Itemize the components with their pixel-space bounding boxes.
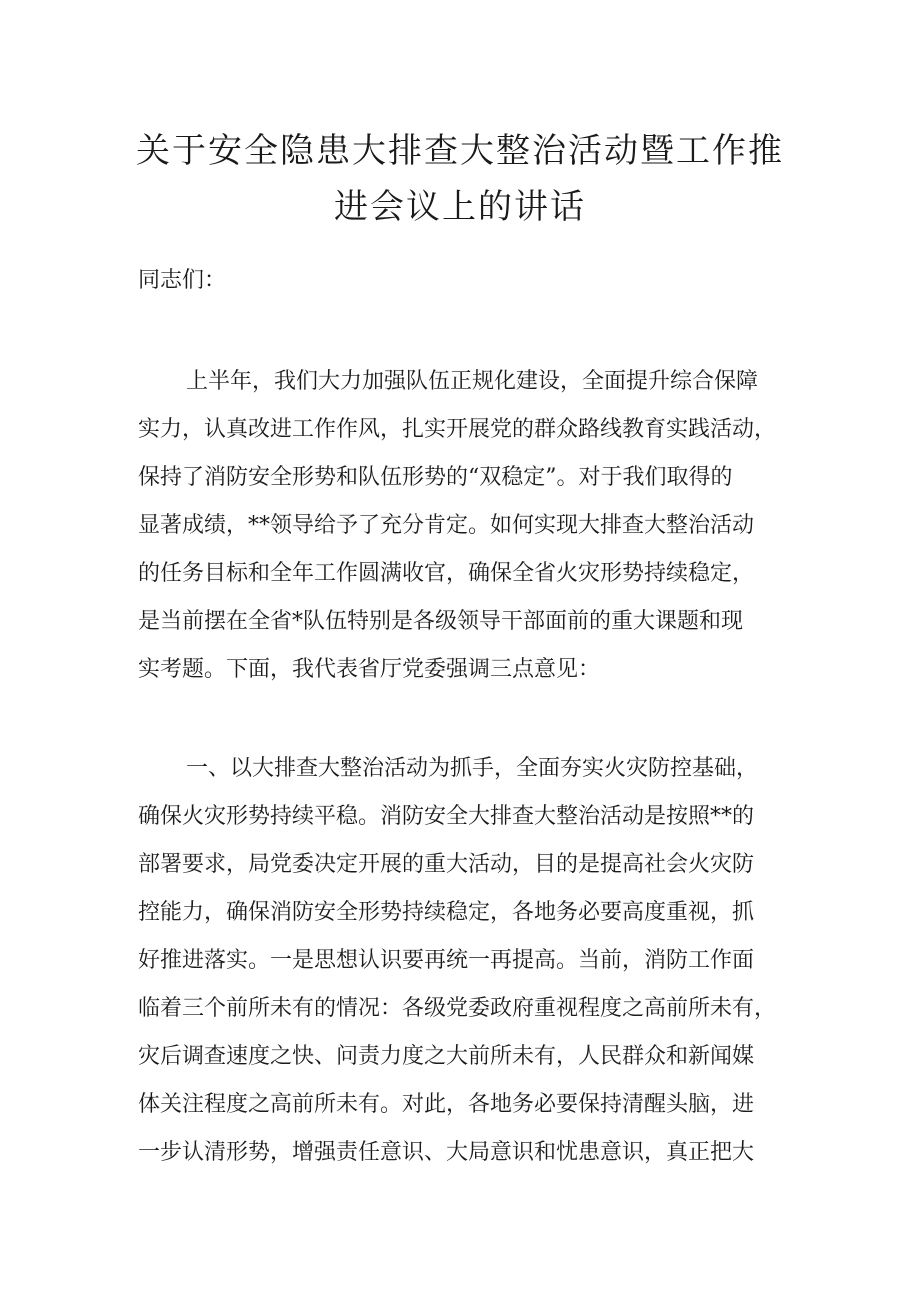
paragraph-line: 一、以大排查大整治活动为抓手，全面夯实火灾防控基础， bbox=[186, 756, 759, 781]
document-title-line-2: 进会议上的讲话 bbox=[334, 187, 586, 227]
paragraph-line: 好推进落实。一是思想认识要再统一再提高。当前，消防工作面 bbox=[138, 948, 755, 973]
paragraph-line: 上半年，我们大力加强队伍正规化建设，全面提升综合保障 bbox=[186, 369, 759, 394]
paragraph-line: 是当前摆在全省*队伍特别是各级领导干部面前的重大课题和现 bbox=[138, 609, 744, 634]
paragraph-line: 一步认清形势，增强责任意识、大局意识和忧患意识，真正把大 bbox=[138, 1140, 755, 1165]
paragraph-line: 临着三个前所未有的情况：各级党委政府重视程度之高前所未有， bbox=[138, 996, 777, 1021]
paragraph-line: 显著成绩，**领导给予了充分肯定。如何实现大排查大整治活动 bbox=[138, 513, 755, 538]
paragraph-line: 控能力，确保消防安全形势持续稳定，各地务必要高度重视，抓 bbox=[138, 900, 755, 925]
paragraph-line: 保持了消防安全形势和队伍形势的“双稳定”。对于我们取得的 bbox=[138, 465, 733, 490]
paragraph-line: 确保火灾形势持续平稳。消防安全大排查大整治活动是按照**的 bbox=[138, 804, 755, 829]
paragraph-line: 实力，认真改进工作作风，扎实开展党的群众路线教育实践活动， bbox=[138, 417, 777, 442]
paragraph-line: 体关注程度之高前所未有。对此，各地务必要保持清醒头脑，进 bbox=[138, 1092, 755, 1117]
salutation: 同志们： bbox=[138, 268, 227, 293]
paragraph-line: 的任务目标和全年工作圆满收官，确保全省火灾形势持续稳定， bbox=[138, 561, 755, 586]
paragraph-line: 实考题。下面，我代表省厅党委强调三点意见： bbox=[138, 657, 601, 682]
paragraph-line: 部署要求，局党委决定开展的重大活动，目的是提高社会火灾防 bbox=[138, 852, 755, 877]
paragraph-line: 灾后调查速度之快、问责力度之大前所未有，人民群众和新闻媒 bbox=[138, 1044, 755, 1069]
document-title-line-1: 关于安全隐患大排查大整治活动暨工作推 bbox=[136, 131, 784, 171]
